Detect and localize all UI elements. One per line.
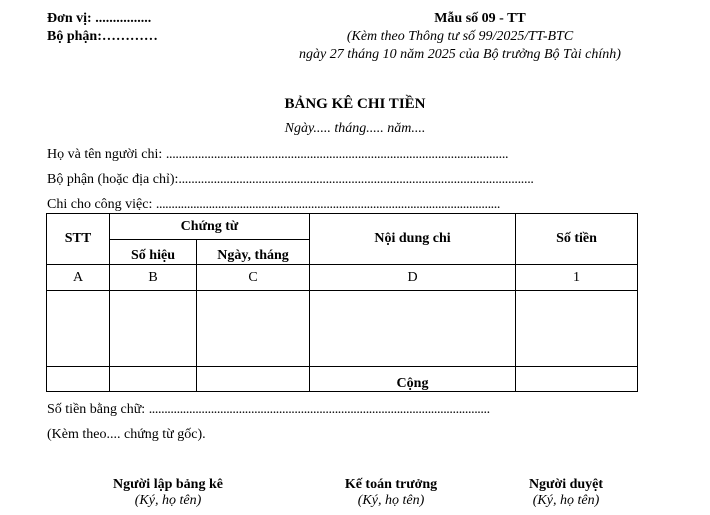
header-stt: STT: [47, 214, 110, 265]
signature-preparer: [88, 477, 248, 509]
department-address-field[interactable]: [47, 172, 534, 188]
purpose-label: Chi cho công việc:: [47, 197, 156, 212]
unit-label: Đơn vị: ................: [47, 11, 152, 26]
form-number: Mẫu số 09 - TT: [434, 11, 526, 26]
payer-name-label: Họ và tên người chi:: [47, 147, 166, 162]
code-d: D: [310, 265, 516, 291]
purpose-dots: ...............................................................................................................: [155, 197, 500, 212]
department-address-label: Bộ phận (hoặc địa chỉ):: [47, 172, 179, 187]
header-content: Nội dung chi: [310, 214, 516, 265]
expense-table: [46, 213, 638, 392]
signature-preparer-note: (Ký, họ tên): [134, 493, 202, 508]
amount-in-words-dots: ..............................................................................................................: [148, 402, 490, 417]
document-title: BẢNG KÊ CHI TIỀN: [284, 96, 426, 112]
payer-name-field[interactable]: [47, 147, 508, 163]
signature-approver: [496, 477, 636, 509]
code-a: A: [47, 265, 110, 291]
header-amount: Số tiền: [516, 214, 638, 265]
date-line: Ngày..... tháng..... năm....: [284, 121, 426, 136]
total-cell-voucher-number: [110, 367, 197, 392]
signature-chief-accountant-note: (Ký, họ tên): [357, 493, 425, 508]
total-cell-stt: [47, 367, 110, 392]
attached-circular-line2: ngày 27 tháng 10 năm 2025 của Bộ trưởng Bộ Tài chính): [299, 47, 621, 62]
cell-amount[interactable]: [516, 291, 638, 367]
total-cell-voucher-date: [197, 367, 310, 392]
total-label: Cộng: [310, 367, 516, 392]
header-voucher-number: Số hiệu: [110, 240, 197, 265]
code-1: 1: [516, 265, 638, 291]
department-label: Bộ phận:…………: [47, 29, 158, 44]
cell-voucher-date[interactable]: [197, 291, 310, 367]
signature-approver-note: (Ký, họ tên): [532, 493, 600, 508]
header-voucher-group: Chứng từ: [110, 214, 310, 240]
signature-approver-title: Người duyệt: [528, 477, 604, 492]
attachments-note: (Kèm theo.... chứng từ gốc).: [47, 427, 206, 442]
signature-chief-accountant: [311, 477, 471, 509]
signature-chief-accountant-title: Kế toán trưởng: [344, 477, 438, 492]
amount-in-words-label: Số tiền bằng chữ:: [47, 402, 149, 417]
purpose-field[interactable]: [47, 197, 500, 213]
cell-stt[interactable]: [47, 291, 110, 367]
total-row: [47, 367, 638, 392]
department-address-dots: ...............................................................................................................: [178, 172, 534, 187]
signature-preparer-title: Người lập bảng kê: [113, 477, 223, 492]
payer-name-dots: ...........................................................................................................: [165, 147, 509, 162]
amount-in-words-field[interactable]: [47, 402, 490, 418]
attached-circular-line1: (Kèm theo Thông tư số 99/2025/TT-BTC: [346, 29, 574, 44]
table-row[interactable]: [47, 291, 638, 367]
code-b: B: [110, 265, 197, 291]
code-row: [47, 265, 638, 291]
cell-voucher-number[interactable]: [110, 291, 197, 367]
code-c: C: [197, 265, 310, 291]
header-voucher-date: Ngày, tháng: [197, 240, 310, 265]
total-amount[interactable]: [516, 367, 638, 392]
cell-content[interactable]: [310, 291, 516, 367]
